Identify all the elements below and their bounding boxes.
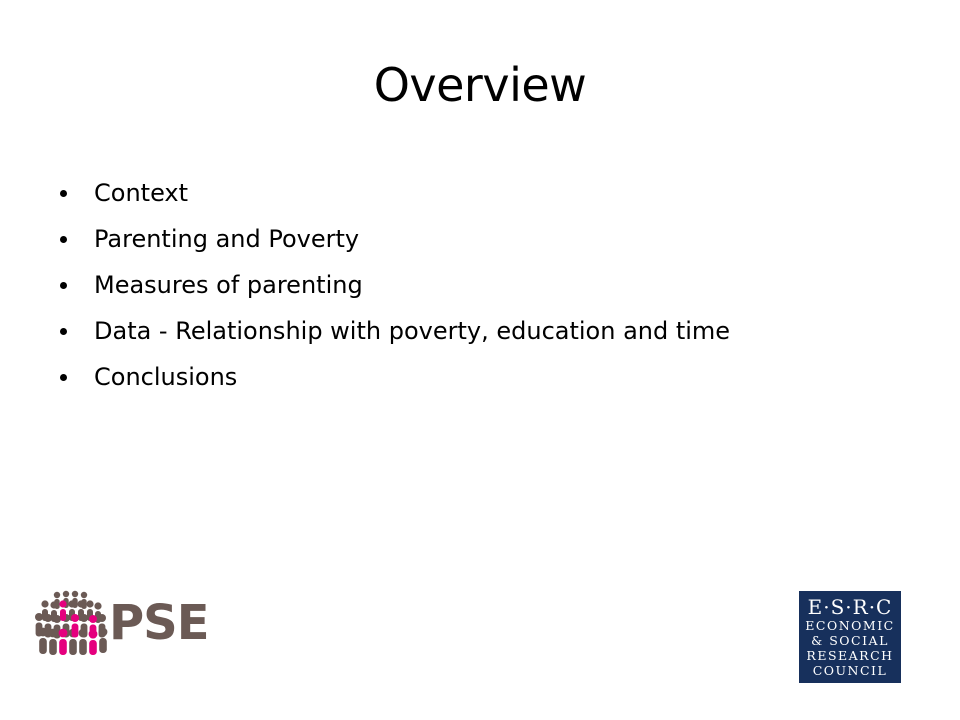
esrc-logo (799, 591, 901, 683)
slide-title: Overview (373, 58, 587, 112)
esrc-line: RESEARCH (806, 648, 894, 663)
bullet-list (58, 176, 730, 406)
esrc-abbreviation: E·S·R·C (807, 595, 893, 619)
bullet-text: Data - Relationship with poverty, education and time (94, 317, 731, 345)
bullet-dot-icon (60, 282, 67, 289)
esrc-line: ECONOMIC (805, 618, 895, 633)
bullet-item (58, 314, 730, 360)
pse-logo (33, 589, 233, 659)
bullet-text: Context (94, 179, 189, 207)
bullet-dot-icon (60, 374, 67, 381)
crowd-icon (33, 589, 111, 655)
bullet-item (58, 360, 730, 406)
bullet-dot-icon (60, 190, 67, 197)
bullet-text: Conclusions (94, 363, 238, 391)
bullet-dot-icon (60, 236, 67, 243)
bullet-dot-icon (60, 328, 67, 335)
bullet-text: Measures of parenting (94, 271, 363, 299)
bullet-item (58, 222, 730, 268)
bullet-item (58, 268, 730, 314)
bullet-item (58, 176, 730, 222)
esrc-line: & SOCIAL (811, 633, 889, 648)
esrc-line: COUNCIL (812, 663, 888, 678)
pse-logo-text: PSE (109, 595, 209, 651)
bullet-text: Parenting and Poverty (94, 225, 360, 253)
